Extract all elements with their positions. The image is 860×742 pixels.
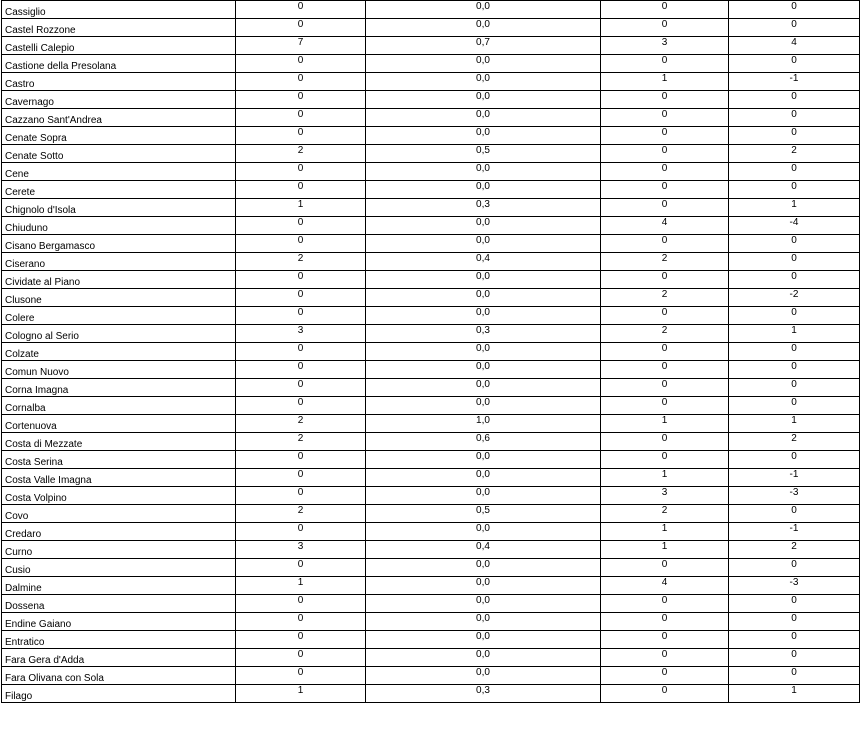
value-b-cell: 0,0	[366, 181, 601, 199]
value-c-cell: 2	[601, 505, 729, 523]
table-row	[2, 649, 860, 667]
value-c-cell: 4	[601, 577, 729, 595]
value-d-cell: 0	[729, 559, 860, 577]
comune-cell: Cenate Sotto	[2, 145, 236, 163]
table-row	[2, 361, 860, 379]
value-d-cell: -1	[729, 469, 860, 487]
value-d-cell: 2	[729, 433, 860, 451]
value-a-cell: 7	[236, 37, 366, 55]
value-a-cell: 0	[236, 1, 366, 19]
value-c-cell: 0	[601, 271, 729, 289]
value-c-cell: 0	[601, 235, 729, 253]
value-b-cell: 0,6	[366, 433, 601, 451]
value-a-cell: 0	[236, 163, 366, 181]
value-a-cell: 2	[236, 145, 366, 163]
value-c-cell: 0	[601, 361, 729, 379]
comune-cell: Cavernago	[2, 91, 236, 109]
value-c-cell: 0	[601, 595, 729, 613]
comune-cell: Dossena	[2, 595, 236, 613]
value-d-cell: -3	[729, 577, 860, 595]
value-d-cell: 0	[729, 613, 860, 631]
value-d-cell: 0	[729, 361, 860, 379]
comune-cell: Castelli Calepio	[2, 37, 236, 55]
value-b-cell: 0,5	[366, 505, 601, 523]
value-c-cell: 3	[601, 37, 729, 55]
comune-cell: Castione della Presolana	[2, 55, 236, 73]
value-a-cell: 3	[236, 325, 366, 343]
value-a-cell: 0	[236, 127, 366, 145]
table-row	[2, 55, 860, 73]
value-a-cell: 0	[236, 559, 366, 577]
table-row	[2, 91, 860, 109]
table-row	[2, 451, 860, 469]
value-d-cell: 0	[729, 307, 860, 325]
value-a-cell: 0	[236, 595, 366, 613]
value-b-cell: 0,0	[366, 19, 601, 37]
value-a-cell: 0	[236, 397, 366, 415]
comune-cell: Cornalba	[2, 397, 236, 415]
comune-cell: Fara Gera d'Adda	[2, 649, 236, 667]
value-a-cell: 0	[236, 667, 366, 685]
value-b-cell: 0,0	[366, 361, 601, 379]
value-d-cell: 0	[729, 181, 860, 199]
value-a-cell: 0	[236, 55, 366, 73]
value-d-cell: 1	[729, 325, 860, 343]
value-c-cell: 0	[601, 667, 729, 685]
value-a-cell: 3	[236, 541, 366, 559]
value-c-cell: 0	[601, 379, 729, 397]
value-a-cell: 0	[236, 487, 366, 505]
value-b-cell: 0,0	[366, 271, 601, 289]
comune-cell: Comun Nuovo	[2, 361, 236, 379]
value-b-cell: 0,0	[366, 235, 601, 253]
value-d-cell: 0	[729, 127, 860, 145]
value-c-cell: 0	[601, 343, 729, 361]
value-a-cell: 2	[236, 415, 366, 433]
comune-cell: Cerete	[2, 181, 236, 199]
value-a-cell: 0	[236, 217, 366, 235]
value-b-cell: 0,0	[366, 559, 601, 577]
comune-cell: Colere	[2, 307, 236, 325]
comune-cell: Costa Serina	[2, 451, 236, 469]
value-c-cell: 3	[601, 487, 729, 505]
value-b-cell: 0,7	[366, 37, 601, 55]
value-a-cell: 0	[236, 469, 366, 487]
value-c-cell: 0	[601, 91, 729, 109]
table-row	[2, 631, 860, 649]
table-row	[2, 253, 860, 271]
value-b-cell: 0,0	[366, 343, 601, 361]
value-a-cell: 0	[236, 613, 366, 631]
comune-cell: Cassiglio	[2, 1, 236, 19]
table-row	[2, 307, 860, 325]
comune-cell: Corna Imagna	[2, 379, 236, 397]
table-row	[2, 1, 860, 19]
value-d-cell: 2	[729, 541, 860, 559]
value-a-cell: 2	[236, 253, 366, 271]
comune-cell: Cividate al Piano	[2, 271, 236, 289]
table-row	[2, 523, 860, 541]
table-row	[2, 505, 860, 523]
table-row	[2, 343, 860, 361]
value-c-cell: 0	[601, 613, 729, 631]
table-row	[2, 415, 860, 433]
value-b-cell: 0,3	[366, 199, 601, 217]
table-row	[2, 145, 860, 163]
table-body	[2, 1, 860, 703]
value-a-cell: 1	[236, 577, 366, 595]
value-d-cell: 1	[729, 685, 860, 703]
value-d-cell: 0	[729, 91, 860, 109]
value-d-cell: -3	[729, 487, 860, 505]
table-row	[2, 289, 860, 307]
value-b-cell: 0,0	[366, 1, 601, 19]
comune-cell: Castel Rozzone	[2, 19, 236, 37]
value-b-cell: 0,0	[366, 289, 601, 307]
value-a-cell: 0	[236, 271, 366, 289]
value-b-cell: 0,0	[366, 397, 601, 415]
value-c-cell: 2	[601, 325, 729, 343]
comune-cell: Costa di Mezzate	[2, 433, 236, 451]
comune-cell: Cisano Bergamasco	[2, 235, 236, 253]
value-b-cell: 0,0	[366, 109, 601, 127]
value-b-cell: 0,4	[366, 541, 601, 559]
value-b-cell: 0,0	[366, 631, 601, 649]
value-b-cell: 0,0	[366, 451, 601, 469]
comune-cell: Cene	[2, 163, 236, 181]
table-row	[2, 559, 860, 577]
value-c-cell: 0	[601, 199, 729, 217]
value-c-cell: 1	[601, 469, 729, 487]
value-c-cell: 0	[601, 1, 729, 19]
value-d-cell: 4	[729, 37, 860, 55]
comune-cell: Entratico	[2, 631, 236, 649]
comune-cell: Costa Volpino	[2, 487, 236, 505]
table-row	[2, 667, 860, 685]
table-row	[2, 37, 860, 55]
value-b-cell: 0,0	[366, 613, 601, 631]
comune-cell: Chignolo d'Isola	[2, 199, 236, 217]
value-d-cell: 0	[729, 19, 860, 37]
comune-cell: Endine Gaiano	[2, 613, 236, 631]
value-b-cell: 0,5	[366, 145, 601, 163]
table-row	[2, 127, 860, 145]
value-a-cell: 0	[236, 109, 366, 127]
value-d-cell: 0	[729, 649, 860, 667]
value-d-cell: 0	[729, 631, 860, 649]
value-b-cell: 0,0	[366, 307, 601, 325]
table-row	[2, 325, 860, 343]
table-row	[2, 433, 860, 451]
value-c-cell: 2	[601, 253, 729, 271]
comune-cell: Cazzano Sant'Andrea	[2, 109, 236, 127]
value-c-cell: 0	[601, 109, 729, 127]
value-b-cell: 0,0	[366, 163, 601, 181]
value-a-cell: 0	[236, 181, 366, 199]
value-b-cell: 0,0	[366, 91, 601, 109]
table-row	[2, 163, 860, 181]
value-b-cell: 0,0	[366, 55, 601, 73]
value-c-cell: 0	[601, 433, 729, 451]
comune-cell: Costa Valle Imagna	[2, 469, 236, 487]
table-row	[2, 487, 860, 505]
table-row	[2, 73, 860, 91]
table-row	[2, 613, 860, 631]
value-b-cell: 0,3	[366, 325, 601, 343]
value-a-cell: 0	[236, 631, 366, 649]
value-b-cell: 0,0	[366, 469, 601, 487]
value-a-cell: 0	[236, 523, 366, 541]
value-c-cell: 0	[601, 631, 729, 649]
value-b-cell: 0,4	[366, 253, 601, 271]
value-d-cell: 0	[729, 595, 860, 613]
value-c-cell: 4	[601, 217, 729, 235]
comune-cell: Credaro	[2, 523, 236, 541]
comune-cell: Filago	[2, 685, 236, 703]
value-d-cell: 0	[729, 253, 860, 271]
value-d-cell: -4	[729, 217, 860, 235]
value-c-cell: 0	[601, 649, 729, 667]
comune-cell: Cusio	[2, 559, 236, 577]
table-row	[2, 181, 860, 199]
value-b-cell: 0,0	[366, 667, 601, 685]
comune-cell: Dalmine	[2, 577, 236, 595]
value-d-cell: 0	[729, 379, 860, 397]
value-b-cell: 0,0	[366, 649, 601, 667]
comune-cell: Cologno al Serio	[2, 325, 236, 343]
value-a-cell: 0	[236, 649, 366, 667]
value-a-cell: 0	[236, 307, 366, 325]
value-b-cell: 0,0	[366, 127, 601, 145]
value-d-cell: 1	[729, 415, 860, 433]
comune-cell: Chiuduno	[2, 217, 236, 235]
table-row	[2, 19, 860, 37]
value-d-cell: 0	[729, 451, 860, 469]
value-d-cell: 0	[729, 271, 860, 289]
table-row	[2, 217, 860, 235]
table-row	[2, 109, 860, 127]
value-c-cell: 1	[601, 523, 729, 541]
table-row	[2, 397, 860, 415]
table-row	[2, 685, 860, 703]
value-a-cell: 0	[236, 361, 366, 379]
value-a-cell: 0	[236, 19, 366, 37]
value-a-cell: 2	[236, 433, 366, 451]
value-a-cell: 0	[236, 343, 366, 361]
value-d-cell: 0	[729, 505, 860, 523]
table-row	[2, 199, 860, 217]
value-b-cell: 0,0	[366, 487, 601, 505]
table-row	[2, 271, 860, 289]
comune-cell: Colzate	[2, 343, 236, 361]
value-b-cell: 0,0	[366, 595, 601, 613]
value-c-cell: 0	[601, 127, 729, 145]
value-c-cell: 0	[601, 397, 729, 415]
value-c-cell: 0	[601, 55, 729, 73]
value-b-cell: 0,0	[366, 523, 601, 541]
value-d-cell: 0	[729, 235, 860, 253]
value-a-cell: 0	[236, 235, 366, 253]
table-row	[2, 577, 860, 595]
value-b-cell: 0,0	[366, 73, 601, 91]
value-a-cell: 0	[236, 451, 366, 469]
value-d-cell: -1	[729, 523, 860, 541]
value-c-cell: 1	[601, 73, 729, 91]
value-c-cell: 1	[601, 415, 729, 433]
value-c-cell: 0	[601, 145, 729, 163]
comune-cell: Covo	[2, 505, 236, 523]
value-d-cell: -1	[729, 73, 860, 91]
value-d-cell: 0	[729, 397, 860, 415]
value-c-cell: 1	[601, 541, 729, 559]
value-a-cell: 1	[236, 199, 366, 217]
value-d-cell: 2	[729, 145, 860, 163]
value-a-cell: 0	[236, 379, 366, 397]
value-a-cell: 0	[236, 91, 366, 109]
comune-cell: Cenate Sopra	[2, 127, 236, 145]
value-d-cell: 0	[729, 163, 860, 181]
value-c-cell: 0	[601, 163, 729, 181]
value-b-cell: 1,0	[366, 415, 601, 433]
comune-cell: Curno	[2, 541, 236, 559]
value-d-cell: 0	[729, 1, 860, 19]
value-c-cell: 0	[601, 19, 729, 37]
value-d-cell: 0	[729, 343, 860, 361]
value-d-cell: 0	[729, 667, 860, 685]
value-d-cell: -2	[729, 289, 860, 307]
table-row	[2, 235, 860, 253]
comune-cell: Clusone	[2, 289, 236, 307]
value-c-cell: 0	[601, 559, 729, 577]
table-row	[2, 469, 860, 487]
value-a-cell: 0	[236, 73, 366, 91]
value-c-cell: 2	[601, 289, 729, 307]
value-c-cell: 0	[601, 307, 729, 325]
comune-cell: Fara Olivana con Sola	[2, 667, 236, 685]
value-c-cell: 0	[601, 685, 729, 703]
value-d-cell: 0	[729, 55, 860, 73]
table-row	[2, 541, 860, 559]
value-b-cell: 0,0	[366, 379, 601, 397]
value-d-cell: 1	[729, 199, 860, 217]
value-a-cell: 1	[236, 685, 366, 703]
table-row	[2, 595, 860, 613]
table-row	[2, 379, 860, 397]
value-a-cell: 0	[236, 289, 366, 307]
value-b-cell: 0,0	[366, 217, 601, 235]
comune-cell: Ciserano	[2, 253, 236, 271]
value-c-cell: 0	[601, 181, 729, 199]
value-c-cell: 0	[601, 451, 729, 469]
comune-cell: Cortenuova	[2, 415, 236, 433]
value-b-cell: 0,0	[366, 577, 601, 595]
value-d-cell: 0	[729, 109, 860, 127]
value-b-cell: 0,3	[366, 685, 601, 703]
data-table	[1, 0, 860, 703]
comune-cell: Castro	[2, 73, 236, 91]
value-a-cell: 2	[236, 505, 366, 523]
